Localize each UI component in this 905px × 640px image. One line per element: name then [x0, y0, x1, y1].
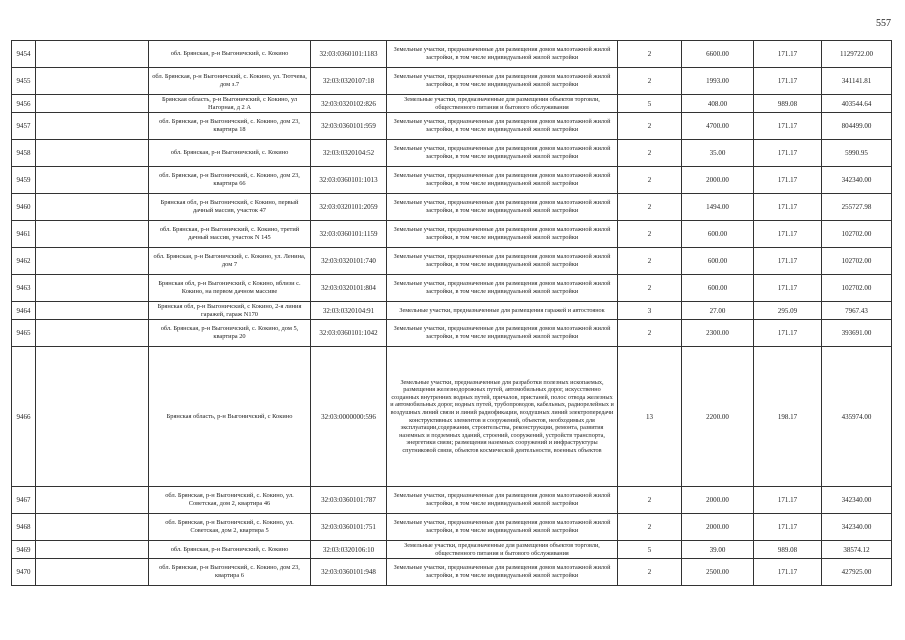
cadastral-number-cell: 32:03:0360101:948: [311, 559, 387, 586]
specific-value-cell: 171.17: [754, 275, 822, 302]
cadastral-number-cell: 32:03:0360101:1183: [311, 41, 387, 68]
table-row: [12, 248, 892, 275]
address-cell: Брянская область, р-н Выгоничский, с Кокино, ул Нагорная, д 2 А: [149, 95, 311, 113]
address-cell: Брянская обл, р-н Выгоничский, с Кокино, первый дачный массив, участок 47: [149, 194, 311, 221]
specific-value-cell: 171.17: [754, 68, 822, 95]
row-number-cell: 9468: [12, 514, 36, 541]
use-group-cell: 2: [618, 320, 682, 347]
use-group-cell: 2: [618, 68, 682, 95]
land-use-cell: Земельные участки, предназначенные для размещения домов малоэтажной жилой застройки, в том числе индивидуальной жилой застройки: [387, 113, 618, 140]
table-row: [12, 68, 892, 95]
use-group-cell: 2: [618, 167, 682, 194]
use-group-cell: 3: [618, 302, 682, 320]
specific-value-cell: 198.17: [754, 347, 822, 487]
address-cell: обл. Брянская, р-н Выгоничский, с. Кокино, дом 23, квартира 66: [149, 167, 311, 194]
specific-value-cell: 171.17: [754, 167, 822, 194]
area-cell: 35.00: [682, 140, 754, 167]
row-number-cell: 9462: [12, 248, 36, 275]
cadastral-value-cell: 341141.81: [822, 68, 892, 95]
address-cell: обл. Брянская, р-н Выгоничский, с. Кокино: [149, 140, 311, 167]
use-group-cell: 2: [618, 194, 682, 221]
use-group-cell: 2: [618, 487, 682, 514]
empty-cell: [36, 514, 149, 541]
table-row: [12, 487, 892, 514]
row-number-cell: 9457: [12, 113, 36, 140]
cadastral-number-cell: 32:03:0360101:1159: [311, 221, 387, 248]
table-row: [12, 302, 892, 320]
area-cell: 1993.00: [682, 68, 754, 95]
cadastral-value-cell: 342340.00: [822, 487, 892, 514]
address-cell: Брянская обл, р-н Выгоничский, с Кокино, вблизи с. Кокино, на первом дачном массиве: [149, 275, 311, 302]
area-cell: 39.00: [682, 541, 754, 559]
cadastral-value-cell: 427925.00: [822, 559, 892, 586]
empty-cell: [36, 113, 149, 140]
land-use-cell: Земельные участки, предназначенные для размещения домов малоэтажной жилой застройки, в том числе индивидуальной жилой застройки: [387, 559, 618, 586]
cadastral-number-cell: 32:03:0320104:91: [311, 302, 387, 320]
use-group-cell: 2: [618, 248, 682, 275]
address-cell: обл. Брянская, р-н Выгоничский, с. Кокино, дом 5, квартира 20: [149, 320, 311, 347]
use-group-cell: 2: [618, 41, 682, 68]
land-use-cell: Земельные участки, предназначенные для размещения домов малоэтажной жилой застройки, в том числе индивидуальной жилой застройки: [387, 140, 618, 167]
row-number-cell: 9466: [12, 347, 36, 487]
empty-cell: [36, 275, 149, 302]
specific-value-cell: 989.08: [754, 541, 822, 559]
land-use-cell: Земельные участки, предназначенные для размещения домов малоэтажной жилой застройки, в том числе индивидуальной жилой застройки: [387, 41, 618, 68]
table-row: [12, 41, 892, 68]
address-cell: обл. Брянская, р-н Выгоничский, с. Кокино: [149, 41, 311, 68]
table-row: [12, 140, 892, 167]
land-use-cell: Земельные участки, предназначенные для размещения домов малоэтажной жилой застройки, в том числе индивидуальной жилой застройки: [387, 221, 618, 248]
address-cell: обл. Брянская, р-н Выгоничский, с. Кокино, дом 23, квартира 6: [149, 559, 311, 586]
specific-value-cell: 171.17: [754, 221, 822, 248]
area-cell: 600.00: [682, 275, 754, 302]
empty-cell: [36, 140, 149, 167]
land-use-cell: Земельные участки, предназначенные для размещения домов малоэтажной жилой застройки, в том числе индивидуальной жилой застройки: [387, 167, 618, 194]
use-group-cell: 2: [618, 559, 682, 586]
address-cell: обл. Брянская, р-н Выгоничский, с. Кокино: [149, 541, 311, 559]
row-number-cell: 9470: [12, 559, 36, 586]
land-use-cell: Земельные участки, предназначенные для разработки полезных ископаемых, размещения железнодорожных путей, автомобильных дорог, искусственно созданных внутренних водных путей, причалов, пристаней, полос отвода железных и автомобильных дорог, водных путей, трубопроводов, кабельных, радиорелейных и воздушных линий связи и линий радиофикации, воздушных линий электропередачи конструктивных элементов и сооружений, объектов, необходимых для эксплуатации,содержания, строительства, реконструкции, ремонта, развития наземных и подземных зданий, строений, сооружений, устройств транспорта, энергетики связи; размещения наземных сооружений и инфраструктуры спутниковой связи, объектов космической деятельности, военных объектов: [387, 347, 618, 487]
land-use-cell: Земельные участки, предназначенные для размещения гаражей и автостоянок: [387, 302, 618, 320]
cadastral-number-cell: 32:03:0320101:2059: [311, 194, 387, 221]
use-group-cell: 2: [618, 221, 682, 248]
row-number-cell: 9460: [12, 194, 36, 221]
address-cell: обл. Брянская, р-н Выгоничский, с. Кокино, ул. Ленина, дом 7: [149, 248, 311, 275]
cadastral-number-cell: 32:03:0320104:52: [311, 140, 387, 167]
specific-value-cell: 171.17: [754, 514, 822, 541]
specific-value-cell: 295.09: [754, 302, 822, 320]
empty-cell: [36, 41, 149, 68]
table-row: [12, 559, 892, 586]
use-group-cell: 2: [618, 140, 682, 167]
use-group-cell: 2: [618, 275, 682, 302]
empty-cell: [36, 347, 149, 487]
row-number-cell: 9467: [12, 487, 36, 514]
cadastral-value-cell: 255727.98: [822, 194, 892, 221]
use-group-cell: 5: [618, 95, 682, 113]
specific-value-cell: 171.17: [754, 559, 822, 586]
cadastral-number-cell: 32:03:0360101:787: [311, 487, 387, 514]
cadastral-number-cell: 32:03:0000000:596: [311, 347, 387, 487]
specific-value-cell: 989.08: [754, 95, 822, 113]
cadastral-value-table: [11, 40, 892, 586]
cadastral-value-cell: 7967.43: [822, 302, 892, 320]
cadastral-value-cell: 38574.12: [822, 541, 892, 559]
cadastral-value-cell: 1129722.00: [822, 41, 892, 68]
cadastral-number-cell: 32:03:0320102:826: [311, 95, 387, 113]
row-number-cell: 9464: [12, 302, 36, 320]
land-use-cell: Земельные участки, предназначенные для размещения домов малоэтажной жилой застройки, в том числе индивидуальной жилой застройки: [387, 514, 618, 541]
area-cell: 2000.00: [682, 167, 754, 194]
area-cell: 600.00: [682, 221, 754, 248]
land-use-cell: Земельные участки, предназначенные для размещения объектов торговли, общественного питания и бытового обслуживания: [387, 95, 618, 113]
land-use-cell: Земельные участки, предназначенные для размещения домов малоэтажной жилой застройки, в том числе индивидуальной жилой застройки: [387, 194, 618, 221]
address-cell: Брянская обл, р-н Выгоничский, с Кокино, 2-я линия гаражей, гараж N170: [149, 302, 311, 320]
area-cell: 6600.00: [682, 41, 754, 68]
cadastral-value-cell: 102702.00: [822, 248, 892, 275]
page-number: 557: [876, 18, 891, 29]
table-row: [12, 541, 892, 559]
table-row: [12, 275, 892, 302]
use-group-cell: 2: [618, 514, 682, 541]
empty-cell: [36, 302, 149, 320]
area-cell: 27.00: [682, 302, 754, 320]
address-cell: обл. Брянская, р-н Выгоничский, с. Кокино, ул. Советская, дом 2, квартира 5: [149, 514, 311, 541]
address-cell: обл. Брянская, р-н Выгоничский, с. Кокино, ул. Тютчева, дом з.7: [149, 68, 311, 95]
cadastral-number-cell: 32:03:0360101:959: [311, 113, 387, 140]
empty-cell: [36, 248, 149, 275]
cadastral-value-cell: 804499.00: [822, 113, 892, 140]
area-cell: 2500.00: [682, 559, 754, 586]
use-group-cell: 5: [618, 541, 682, 559]
cadastral-value-cell: 435974.00: [822, 347, 892, 487]
table-row: [12, 221, 892, 248]
row-number-cell: 9463: [12, 275, 36, 302]
specific-value-cell: 171.17: [754, 113, 822, 140]
empty-cell: [36, 167, 149, 194]
area-cell: 2000.00: [682, 487, 754, 514]
area-cell: 408.00: [682, 95, 754, 113]
area-cell: 2000.00: [682, 514, 754, 541]
area-cell: 2200.00: [682, 347, 754, 487]
area-cell: 1494.00: [682, 194, 754, 221]
cadastral-number-cell: 32:03:0360101:1042: [311, 320, 387, 347]
row-number-cell: 9465: [12, 320, 36, 347]
cadastral-number-cell: 32:03:0360101:751: [311, 514, 387, 541]
empty-cell: [36, 487, 149, 514]
address-cell: обл. Брянская, р-н Выгоничский, с. Кокино, третий дачный массив, участок N 145: [149, 221, 311, 248]
empty-cell: [36, 221, 149, 248]
address-cell: обл. Брянская, р-н Выгоничский, с. Кокино, дом 23, квартира 18: [149, 113, 311, 140]
specific-value-cell: 171.17: [754, 140, 822, 167]
cadastral-value-cell: 102702.00: [822, 221, 892, 248]
cadastral-number-cell: 32:03:0320101:804: [311, 275, 387, 302]
table-row: [12, 167, 892, 194]
cadastral-number-cell: 32:03:0320101:740: [311, 248, 387, 275]
table-row: [12, 320, 892, 347]
land-use-cell: Земельные участки, предназначенные для размещения домов малоэтажной жилой застройки, в том числе индивидуальной жилой застройки: [387, 68, 618, 95]
empty-cell: [36, 95, 149, 113]
address-cell: обл. Брянская, р-н Выгоничский, с. Кокино, ул. Советская, дом 2, квартира 46: [149, 487, 311, 514]
table-row: [12, 347, 892, 487]
specific-value-cell: 171.17: [754, 320, 822, 347]
cadastral-value-cell: 403544.64: [822, 95, 892, 113]
table-row: [12, 95, 892, 113]
row-number-cell: 9461: [12, 221, 36, 248]
cadastral-number-cell: 32:03:0320106:10: [311, 541, 387, 559]
land-use-cell: Земельные участки, предназначенные для размещения объектов торговли, общественного питания и бытового обслуживания: [387, 541, 618, 559]
table-row: [12, 194, 892, 221]
table-row: [12, 113, 892, 140]
cadastral-value-cell: 342340.00: [822, 167, 892, 194]
area-cell: 4700.00: [682, 113, 754, 140]
specific-value-cell: 171.17: [754, 194, 822, 221]
use-group-cell: 13: [618, 347, 682, 487]
empty-cell: [36, 541, 149, 559]
use-group-cell: 2: [618, 113, 682, 140]
area-cell: 2300.00: [682, 320, 754, 347]
land-use-cell: Земельные участки, предназначенные для размещения домов малоэтажной жилой застройки, в том числе индивидуальной жилой застройки: [387, 487, 618, 514]
empty-cell: [36, 68, 149, 95]
cadastral-value-cell: 5990.95: [822, 140, 892, 167]
empty-cell: [36, 559, 149, 586]
address-cell: Брянская область, р-н Выгоничский, с Кокино: [149, 347, 311, 487]
land-use-cell: Земельные участки, предназначенные для размещения домов малоэтажной жилой застройки, в том числе индивидуальной жилой застройки: [387, 320, 618, 347]
area-cell: 600.00: [682, 248, 754, 275]
cadastral-value-cell: 102702.00: [822, 275, 892, 302]
empty-cell: [36, 320, 149, 347]
cadastral-value-cell: 393691.00: [822, 320, 892, 347]
row-number-cell: 9458: [12, 140, 36, 167]
specific-value-cell: 171.17: [754, 41, 822, 68]
table-body: [12, 41, 892, 586]
row-number-cell: 9456: [12, 95, 36, 113]
cadastral-number-cell: 32:03:0320107:18: [311, 68, 387, 95]
land-use-cell: Земельные участки, предназначенные для размещения домов малоэтажной жилой застройки, в том числе индивидуальной жилой застройки: [387, 248, 618, 275]
table-row: [12, 514, 892, 541]
cadastral-value-cell: 342340.00: [822, 514, 892, 541]
specific-value-cell: 171.17: [754, 248, 822, 275]
row-number-cell: 9454: [12, 41, 36, 68]
land-use-cell: Земельные участки, предназначенные для размещения домов малоэтажной жилой застройки, в том числе индивидуальной жилой застройки: [387, 275, 618, 302]
row-number-cell: 9469: [12, 541, 36, 559]
specific-value-cell: 171.17: [754, 487, 822, 514]
empty-cell: [36, 194, 149, 221]
row-number-cell: 9459: [12, 167, 36, 194]
row-number-cell: 9455: [12, 68, 36, 95]
cadastral-number-cell: 32:03:0360101:1013: [311, 167, 387, 194]
